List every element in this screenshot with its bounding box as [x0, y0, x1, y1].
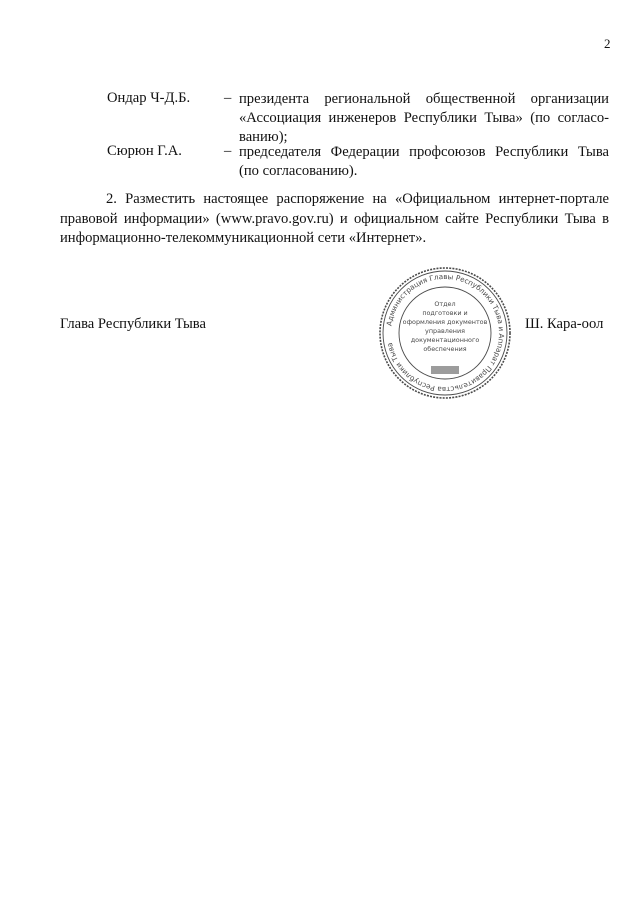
member-dash: – [224, 90, 232, 106]
paragraph-line: 2. Разместить настоящее распоряжение на «Официальном интернет-портале [106, 191, 609, 207]
stamp-center-line: подготовки и [422, 309, 468, 317]
stamp-center-line: обеспечения [423, 345, 467, 353]
member-role [239, 90, 609, 147]
official-stamp [378, 266, 512, 400]
member-role-line: ванию); [239, 129, 288, 145]
signature-position: Глава Республики Тыва [60, 316, 206, 332]
paragraph-publication [60, 190, 609, 249]
stamp-center-line: управления [425, 327, 465, 335]
member-role-line: (по согласованию). [239, 163, 358, 179]
stamp-emblem-icon [431, 366, 459, 374]
member-role-line: председателя Федерации профсоюзов Республики Тыва [239, 144, 609, 160]
stamp-center-line: документационного [410, 336, 480, 344]
member-role-line: президента региональной общественной организации [239, 91, 609, 107]
member-name: Сюрюн Г.А. [107, 143, 182, 159]
stamp-ring-text: Администрация Главы Республики Тыва и Аппарат Правительства Республики Тыва [384, 271, 507, 395]
member-name: Ондар Ч-Д.Б. [107, 90, 191, 106]
signature-name: Ш. Кара-оол [525, 316, 604, 332]
stamp-center-line: оформления документов [402, 318, 488, 326]
member-dash: – [224, 143, 232, 159]
paragraph-line: информационно-телекоммуникационной сети «Интернет». [60, 230, 427, 246]
member-role-line: «Ассоциация инженеров Республики Тыва» (по согласо- [239, 110, 609, 126]
page-number: 2 [604, 36, 611, 51]
member-role [239, 143, 609, 181]
paragraph-line: правовой информации» (www.pravo.gov.ru) и официальном сайте Республики Тыва в [60, 210, 609, 227]
stamp-center-line: Отдел [434, 300, 456, 308]
